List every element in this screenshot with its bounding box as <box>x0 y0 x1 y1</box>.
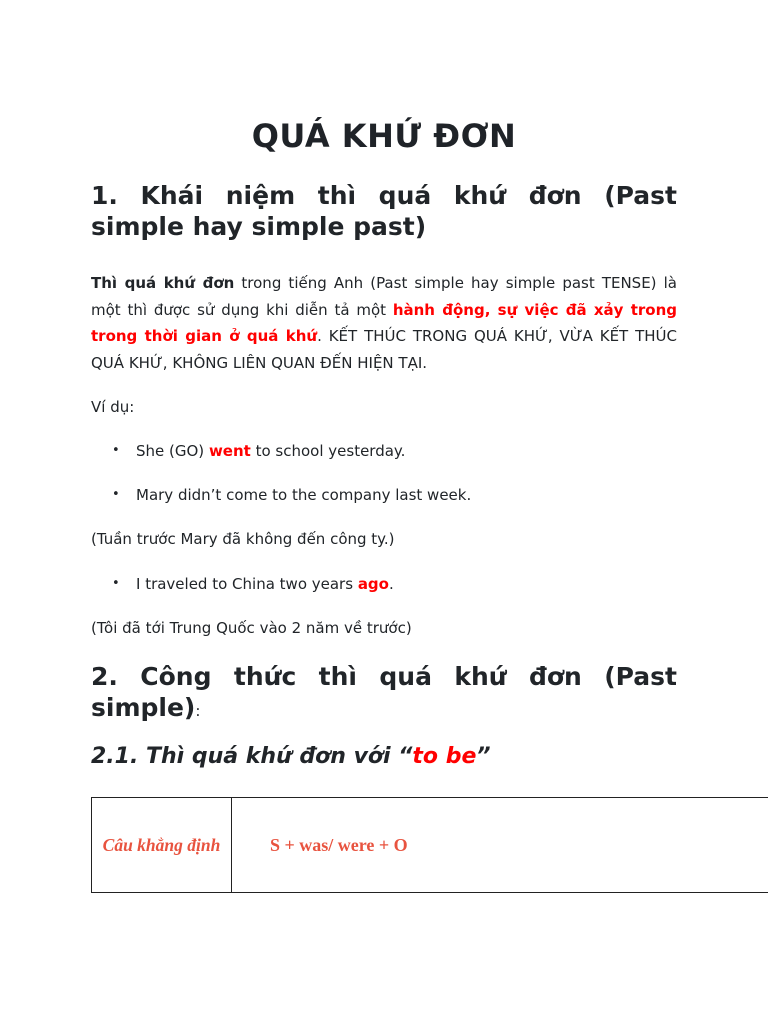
section-2-heading-line-2: simple) <box>91 693 196 722</box>
example-label: Ví dụ: <box>91 398 135 416</box>
section-2-heading <box>91 661 677 727</box>
section-2-1-heading <box>91 744 677 769</box>
example-translation: (Tuần trước Mary đã không đến công ty.) <box>91 530 395 548</box>
page-title: QUÁ KHỨ ĐƠN <box>251 117 517 155</box>
bullet-icon: • <box>112 443 120 458</box>
example-translation: (Tôi đã tới Trung Quốc vào 2 năm về trước) <box>91 619 412 637</box>
example-highlight: ago <box>357 575 389 593</box>
example-text <box>136 441 405 461</box>
example-text-after: . <box>388 575 394 593</box>
bullet-icon: • <box>112 487 120 502</box>
section-2-heading-trail: : <box>195 702 201 720</box>
section-1-heading-line-1: 1. Khái niệm thì quá khứ đơn (Past <box>91 181 677 210</box>
formula-label-cell: Câu khẳng định <box>92 798 232 892</box>
definition-paragraph <box>91 270 677 376</box>
formula-cell: S + was/ were + O <box>270 834 408 855</box>
formula-table <box>91 797 768 893</box>
example-text-before: I traveled to China two years <box>136 575 358 593</box>
example-text <box>136 574 394 594</box>
section-1-heading-line-2: simple hay simple past) <box>91 212 427 241</box>
example-text-before: Mary didn’t come to the company last week. <box>136 486 472 504</box>
definition-text-a: trong tiếng Anh (Past simple hay simple past TENSE) là một thì được sử dụng khi diễn tả một <box>91 274 677 319</box>
example-text-before: She (GO) <box>136 442 209 460</box>
section-1-heading <box>91 180 677 242</box>
example-text <box>136 485 471 505</box>
definition-highlight: hành động, sự việc đã xảy trong trong thời gian ở quá khứ <box>91 300 678 345</box>
sub-heading-text-before: 2.1. Thì quá khứ đơn với “ <box>91 744 413 769</box>
example-highlight: went <box>208 442 251 460</box>
example-text-after: to school yesterday. <box>250 442 406 460</box>
sub-heading-text-after: ” <box>476 744 491 769</box>
definition-text-b: . KẾT THÚC TRONG QUÁ KHỨ, VỪA KẾT THÚC QUÁ KHỨ, KHÔNG LIÊN QUAN ĐẾN HIỆN TẠI. <box>91 327 677 372</box>
definition-term: Thì quá khứ đơn <box>91 274 235 292</box>
section-2-heading-line-1: 2. Công thức thì quá khứ đơn (Past <box>91 662 677 691</box>
bullet-icon: • <box>112 576 120 591</box>
sub-heading-highlight: to be <box>412 744 477 769</box>
